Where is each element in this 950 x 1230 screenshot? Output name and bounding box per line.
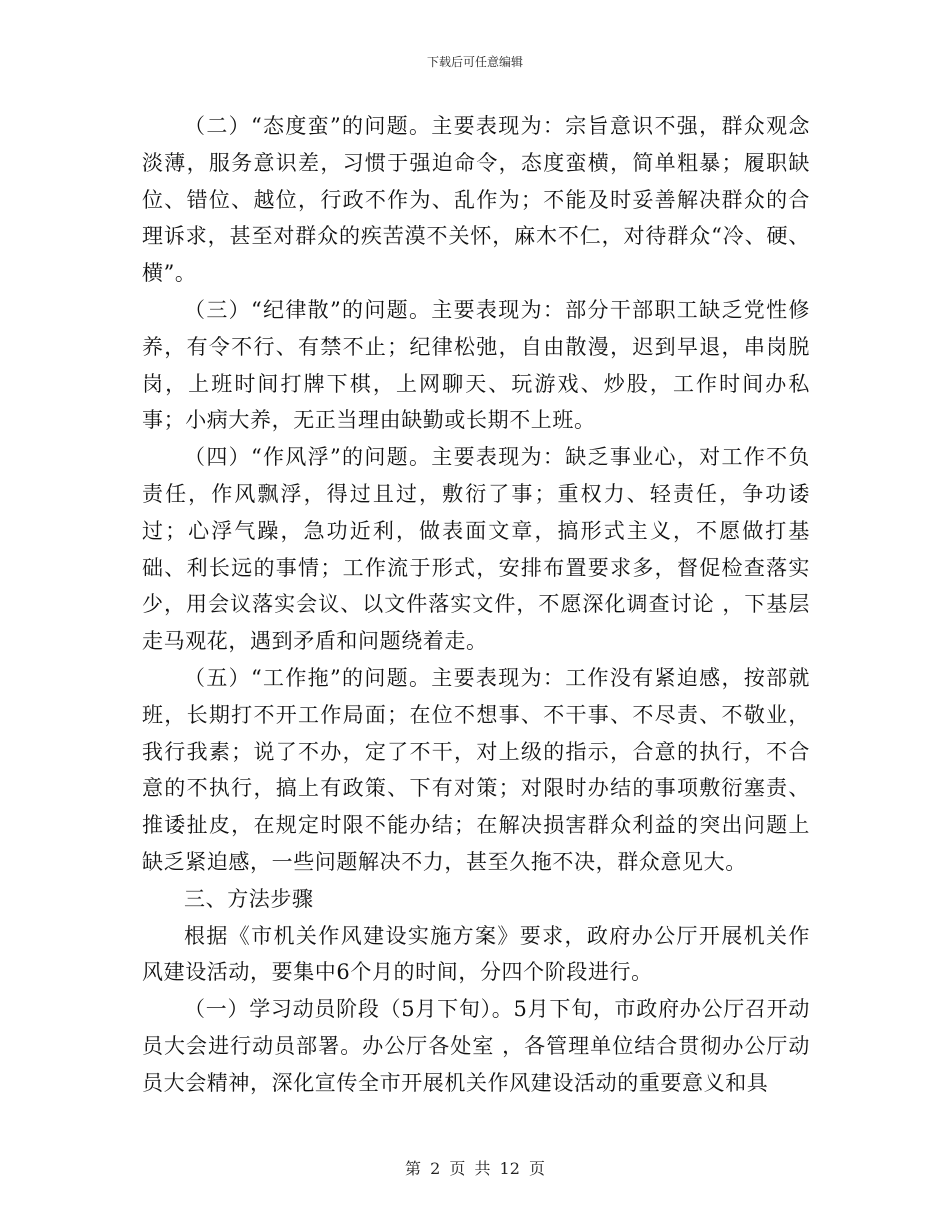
page-number: 第 2 页 共 12 页 bbox=[405, 1159, 545, 1178]
paragraph-work-style: （四）“作风浮”的问题。主要表现为：缺乏事业心，对工作不负责任，作风飘浮，得过且过，敷衍了事；重权力、轻责任，争功诿过；心浮气躁，急功近利，做表面文章，搞形式主义，不愿做打基础、利长远的事情；工作流于形式，安排布置要求多，督促检查落实少，用会议落实会议、以文件落实文件，不愿深化调查讨论 ，下基层走马观花，遇到矛盾和问题绕着走。 bbox=[142, 445, 810, 654]
page-header-note: 下载后可任意编辑 bbox=[426, 55, 523, 69]
section-heading-methods: 三、方法步骤 bbox=[184, 886, 314, 911]
paragraph-plan-intro: 根据《市机关作风建设实施方案》要求，政府办公厅开展机关作风建设活动，要集中6个月的时间，分四个阶段进行。 bbox=[142, 923, 810, 985]
paragraph-discipline: （三）“纪律散”的问题。主要表现为：部分干部职工缺乏党性修养，有令不行、有禁不止；纪律松弛，自由散漫，迟到早退，串岗脱岗，上班时间打牌下棋，上网聊天、玩游戏、炒股，工作时间办私事；小病大养，无正当理由缺勤或长期不上班。 bbox=[142, 297, 810, 433]
paragraph-procrastination: （五）“工作拖”的问题。主要表现为：工作没有紧迫感，按部就班，长期打不开工作局面；在位不想事、不干事、不尽责、不敬业，我行我素；说了不办，定了不干，对上级的指示，合意的执行，不合意的不执行，搞上有政策、下有对策；对限时办结的事项敷衍塞责、推诿扯皮，在规定时限不能办结；在解决损害群众利益的突出问题上缺乏紧迫感，一些问题解决不力，甚至久拖不决，群众意见大。 bbox=[142, 665, 810, 874]
paragraph-study-mobilization: （一）学习动员阶段（5月下旬）。5月下旬，市政府办公厅召开动员大会进行动员部署。办公厅各处室 ，各管理单位结合贯彻办公厅动员大会精神，深化宣传全市开展机关作风建设活动的重要意义和具 bbox=[142, 997, 810, 1095]
document-body bbox=[142, 108, 810, 1102]
paragraph-attitude: （二）“态度蛮”的问题。主要表现为：宗旨意识不强，群众观念淡薄，服务意识差，习惯于强迫命令，态度蛮横，简单粗暴；履职缺位、错位、越位，行政不作为、乱作为；不能及时妥善解决群众的合理诉求，甚至对群众的疾苦漠不关怀，麻木不仁，对待群众“冷、硬、横”。 bbox=[142, 114, 810, 286]
